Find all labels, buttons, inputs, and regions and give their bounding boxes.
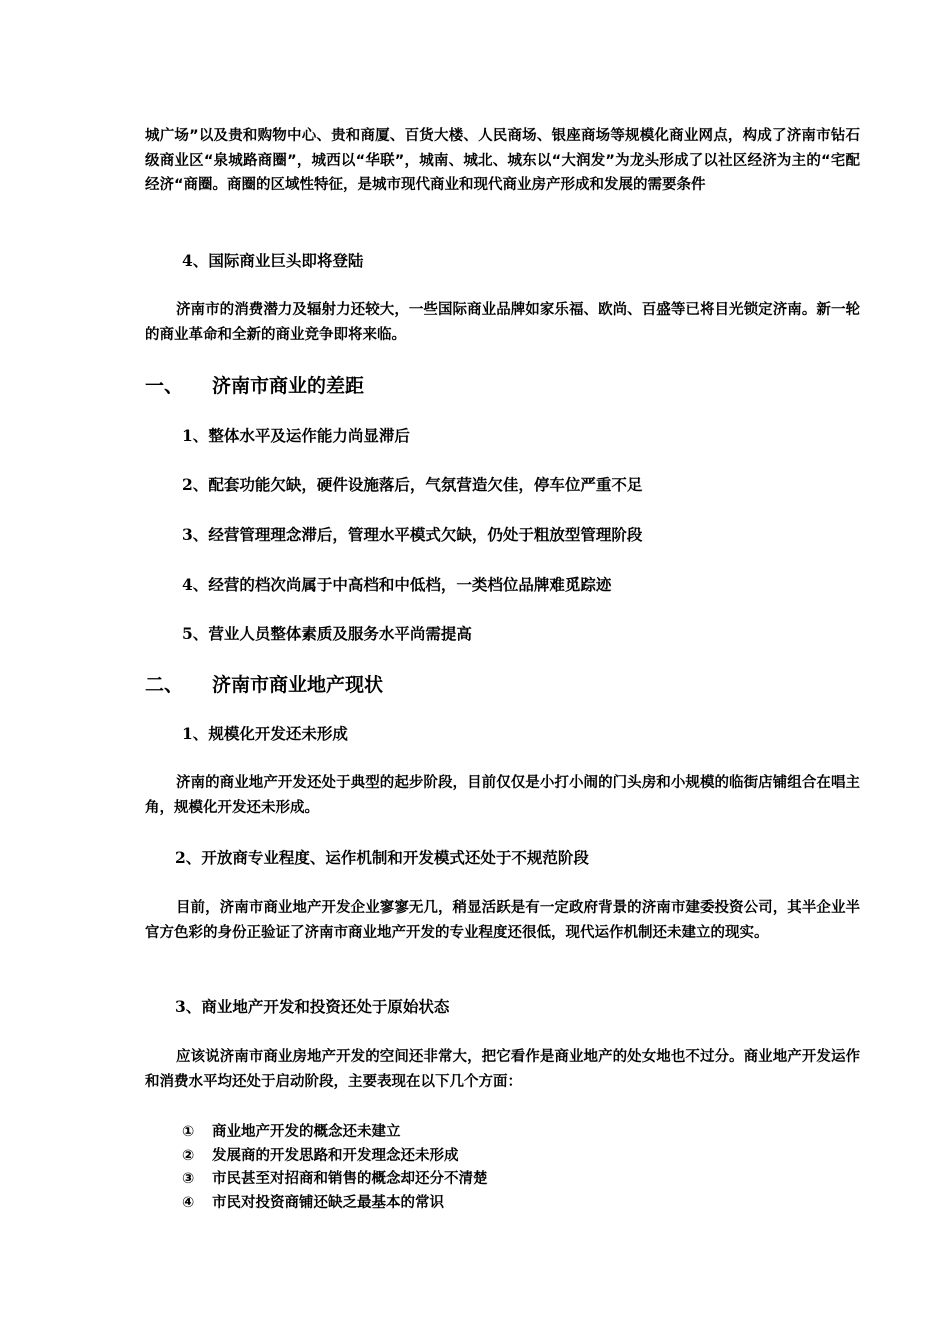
subheading-number: 2	[175, 848, 186, 867]
status-paragraph-3: 应该说济南市商业房地产开发的空间还非常大，把它看作是商业地产的处女地也不过分。商业地产开发运作和消费水平均还处于启动阶段，主要表现在以下几个方面：	[145, 1049, 860, 1090]
gap-item-3	[182, 524, 897, 546]
gap-item-text: 经营的档次尚属于中高档和中低档，一类档位品牌难觅踪迹	[208, 576, 612, 594]
subheading-text: 商业地产开发和投资还处于原始状态	[201, 998, 450, 1016]
list-marker: ②	[182, 1147, 195, 1164]
subheading-separator: 、	[192, 725, 209, 743]
gap-item-text: 营业人员整体素质及服务水平尚需提高	[208, 625, 472, 643]
status-paragraph-1: 济南的商业地产开发还处于典型的起步阶段，目前仅仅是小打小闹的门头房和小规模的临街店铺组合在唱主角，规模化开发还未形成。	[145, 775, 860, 816]
subheading-number: 4	[182, 251, 193, 270]
gap-item-separator: 、	[192, 476, 209, 494]
gap-item-number: 4	[182, 575, 193, 594]
subheading-separator: 、	[185, 998, 202, 1016]
gap-item-number: 2	[182, 475, 193, 494]
list-item	[182, 1192, 897, 1216]
list-item-text: 发展商的开发思路和开发理念还未形成	[212, 1147, 459, 1164]
gap-item-number: 3	[182, 525, 193, 544]
subheading-separator: 、	[185, 849, 202, 867]
subheading-number: 3	[175, 997, 186, 1016]
gap-item-text: 经营管理理念滞后，管理水平模式欠缺，仍处于粗放型管理阶段	[208, 526, 643, 544]
international-giants-paragraph: 济南市的消费潜力及辐射力还较大，一些国际商业品牌如家乐福、欧尚、百盛等已将目光锁定济南。新一轮的商业革命和全新的商业竞争即将来临。	[145, 302, 860, 343]
gap-item-5	[182, 623, 897, 645]
section-heading-status	[145, 672, 860, 698]
subheading-text: 规模化开发还未形成	[208, 725, 348, 743]
gap-item-text: 整体水平及运作能力尚显滞后	[208, 427, 410, 445]
gap-item-2	[182, 474, 897, 496]
section-title: 济南市商业地产现状	[212, 674, 384, 696]
status-subheading-1	[182, 723, 897, 745]
list-item	[182, 1145, 897, 1169]
status-subheading-2	[175, 847, 890, 869]
list-item-text: 市民甚至对招商和销售的概念却还分不清楚	[212, 1171, 488, 1187]
list-item	[182, 1121, 897, 1145]
list-item	[182, 1168, 897, 1192]
list-marker: ④	[182, 1194, 195, 1211]
gap-item-separator: 、	[192, 576, 209, 594]
list-item-text: 商业地产开发的概念还未建立	[212, 1124, 401, 1140]
status-paragraph-2: 目前，济南市商业地产开发企业寥寥无几，稍显活跃是有一定政府背景的济南市建委投资公司，其半企业半官方色彩的身份正验证了济南市商业地产开发的专业程度还很低，现代运作机制还未建立的现实。	[145, 900, 860, 941]
gap-item-separator: 、	[192, 526, 209, 544]
section-title: 济南市商业的差距	[212, 375, 365, 397]
subheading-text: 开放商专业程度、运作机制和开发模式还处于不规范阶段	[201, 849, 589, 867]
status-list	[182, 1121, 897, 1215]
subheading-text: 国际商业巨头即将登陆	[208, 252, 364, 270]
section-ordinal: 一、	[145, 375, 184, 397]
gap-item-1	[182, 425, 897, 447]
list-marker: ③	[182, 1171, 195, 1187]
gap-item-4	[182, 574, 897, 596]
subheading-number: 1	[182, 724, 193, 743]
section-heading-gap	[145, 373, 860, 399]
subheading-international-giants	[182, 250, 897, 272]
subheading-separator: 、	[192, 252, 209, 270]
gap-item-text: 配套功能欠缺，硬件设施落后，气氛营造欠佳，停车位严重不足	[208, 476, 643, 494]
intro-paragraph: 城广场”以及贵和购物中心、贵和商厦、百货大楼、人民商场、银座商场等规模化商业网点，构成了济南市钻石级商业区“泉城路商圈”，城西以“华联”，城南、城北、城东以“大润发”为龙头形成了以社区经济为主的“宅配经济“商圈。商圈的区域性特征，是城市现代商业和现代商业房产形成和发展的需要条件	[145, 128, 860, 193]
gap-item-number: 5	[182, 624, 193, 643]
section-ordinal: 二、	[145, 674, 184, 696]
list-item-text: 市民对投资商铺还缺乏最基本的常识	[212, 1194, 444, 1211]
gap-item-separator: 、	[192, 625, 209, 643]
gap-item-number: 1	[182, 426, 193, 445]
list-marker: ①	[182, 1124, 195, 1140]
gap-item-separator: 、	[192, 427, 209, 445]
status-subheading-3	[175, 996, 890, 1018]
